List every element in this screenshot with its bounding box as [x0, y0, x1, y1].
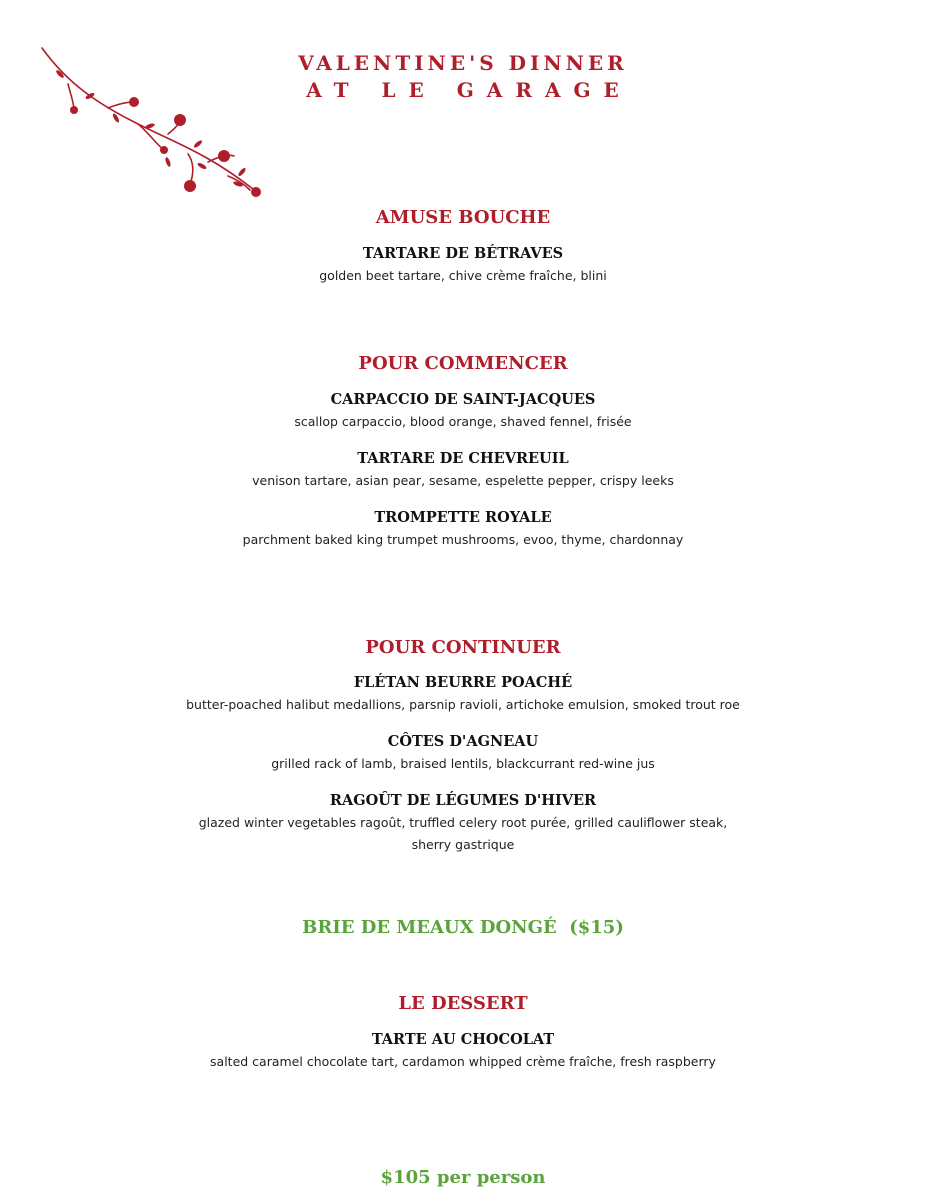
dish-trompette-royale	[0, 507, 926, 551]
section-heading-pour-commencer: POUR COMMENCER	[358, 353, 568, 374]
dish-ragout	[0, 790, 926, 856]
price-per-person: $105 per person	[380, 1167, 546, 1188]
section-heading-pour-continuer: POUR CONTINUER	[365, 637, 561, 658]
dish-cotes-agneau	[0, 731, 926, 775]
dish-description: golden beet tartare, chive crème fraîche, blini	[319, 268, 607, 283]
dish-tartare-chevreuil	[0, 448, 926, 492]
dish-name: CÔTES D'AGNEAU	[387, 733, 539, 750]
dish-description: butter-poached halibut medallions, parsnip ravioli, artichoke emulsion, smoked trout roe	[186, 697, 740, 712]
dish-description: glazed winter vegetables ragoût, truffled celery root purée, grilled cauliflower steak, sherry gastrique	[198, 815, 728, 852]
dish-description: scallop carpaccio, blood orange, shaved fennel, frisée	[294, 414, 632, 429]
section-heading-amuse-bouche: AMUSE BOUCHE	[375, 207, 551, 228]
dish-description: venison tartare, asian pear, sesame, espelette pepper, crispy leeks	[252, 473, 674, 488]
dish-description: grilled rack of lamb, braised lentils, blackcurrant red-wine jus	[271, 756, 655, 771]
dish-carpaccio	[0, 389, 926, 433]
dish-tarte-chocolat	[0, 1029, 926, 1073]
dish-fletan	[0, 672, 926, 716]
dish-description: salted caramel chocolate tart, cardamon whipped crème fraîche, fresh raspberry	[210, 1054, 716, 1069]
section-heading-le-dessert: LE DESSERT	[398, 993, 528, 1014]
menu-title-line1: VALENTINE'S DINNER	[298, 51, 628, 75]
dish-name: TARTE AU CHOCOLAT	[371, 1031, 555, 1048]
dish-tartare-betraves	[0, 243, 926, 287]
menu-title	[0, 50, 926, 104]
dish-name: CARPACCIO DE SAINT-JACQUES	[330, 391, 596, 408]
menu-title-line2: AT LE GARAGE	[306, 78, 632, 102]
dish-name: TARTARE DE BÉTRAVES	[362, 245, 564, 262]
dish-description: parchment baked king trumpet mushrooms, evoo, thyme, chardonnay	[242, 532, 684, 547]
dish-name: TARTARE DE CHEVREUIL	[357, 450, 569, 467]
dish-name: RAGOÛT DE LÉGUMES D'HIVER	[329, 792, 597, 809]
section-heading-brie: BRIE DE MEAUX DONGÉ ($15)	[302, 917, 624, 938]
dish-name: TROMPETTE ROYALE	[374, 509, 552, 526]
dish-name: FLÉTAN BEURRE POACHÉ	[353, 674, 573, 691]
